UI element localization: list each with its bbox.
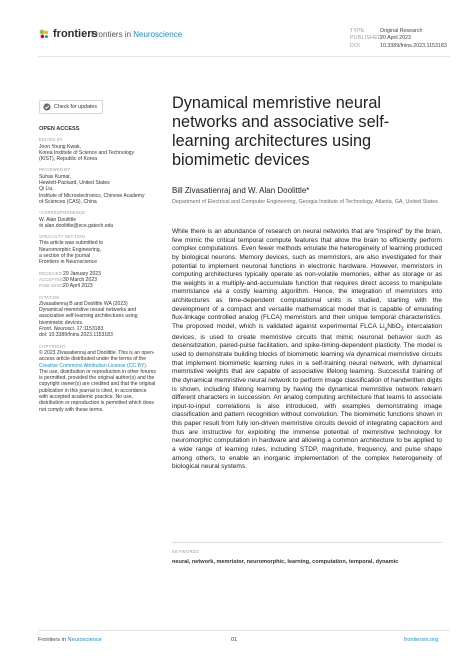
citation-journal: Front. Neurosci.: [39, 326, 76, 333]
check-updates-label: Check for updates: [54, 104, 97, 110]
abstract-part: intercalation devices, is used to create memristive circuits that mimic neuronal behavior such as desensitization, paired-pulse facilitation, and spike-timing-dependent plasticity. The model is used to demonstrate building blocks of biomimetic learning: [172, 322, 443, 359]
edited-by-label: EDITED BY: [39, 137, 63, 143]
abstract: [172, 228, 442, 472]
meta-published: [350, 35, 447, 42]
author-affiliation: Department of Electrical and Computer Engineering, Georgia Institute of Technology, Atlanta, GA, United States: [172, 199, 438, 205]
license-link[interactable]: Creative Commons Attribution License (CC BY).: [39, 362, 148, 369]
meta-key: DOI: [350, 42, 361, 49]
citation-volume: 17:1153183.: [75, 326, 105, 333]
open-access-label: OPEN ACCESS: [39, 126, 80, 132]
keywords-divider: [172, 542, 442, 543]
citation-line: Zivasatienraj B and Doolittle WA (2023): [39, 300, 128, 307]
reviewer-line: of Sciences (CAS), China: [39, 198, 97, 205]
reviewer-line: Institute of Microelectronics, Chinese Academy: [39, 192, 145, 199]
date-key: RECEIVED: [39, 270, 63, 276]
footer-journal[interactable]: [38, 637, 102, 643]
email-text: alan.doolittle@ece.gatech.edu: [44, 222, 114, 229]
date-value: 20 April 2023: [63, 283, 93, 290]
date-key: ACCEPTED: [39, 276, 64, 282]
copyright-text: [39, 350, 156, 413]
meta-value: 20 April 2023: [380, 35, 411, 42]
meta-key: PUBLISHED: [350, 35, 382, 42]
footer-divider: [38, 630, 450, 631]
citation-line: Dynamical memristive neural networks and: [39, 307, 137, 314]
specialty-line: Frontiers in Neuroscience: [39, 259, 98, 266]
correspondent-email[interactable]: ✉ alan.doolittle@ece.gatech.edu: [39, 222, 114, 229]
correspondence-label: *CORRESPONDENCE: [39, 210, 86, 216]
editor-line: (KIST), Republic of Korea: [39, 156, 98, 163]
copyright-part: The use, distribution or reproduction in other forums is permitted, provided the original author(s) and the copyright owner(s) are credited and that the original publication in this journal is cited, in accordance with accepted academic practice. No use, distribution or reproduction is permitted which does not comply with these terms.: [39, 368, 156, 413]
date-value: 30 March 2023: [63, 276, 97, 283]
article-title: Dynamical memristive neural networks and associative self-learning architectures using biomimetic devices: [172, 94, 390, 169]
keywords-list: neural, network, memristor, neuromorphic, learning, computation, temporal, dynamic: [172, 559, 399, 565]
specialty-line: This article was submitted to: [39, 240, 104, 247]
copyright-part: © 2023 Zivasatienraj and Doolittle. This is an open-access article distributed under the terms of the: [39, 349, 155, 363]
correspondent-name: W. Alan Doolittle: [39, 216, 77, 223]
check-updates-icon: [43, 103, 51, 111]
date-value: 29 January 2023: [63, 270, 101, 277]
abstract-part: NbO: [387, 322, 401, 330]
published-date: [39, 283, 156, 289]
check-updates-button[interactable]: [39, 100, 103, 114]
journal-title[interactable]: [91, 30, 182, 39]
specialty-line: Neuromorphic Engineering,: [39, 246, 102, 253]
specialty-line: a section of the journal: [39, 253, 91, 260]
abstract-part: While there is an abundance of research on neural networks that are “inspired” by the brain, few mimic the critical temporal compute features that allow the brain to efficiently perform complex computations. Even fewer methods emulate the heterogeneity of learning produced by biological neurons. Memory devices, such as memristors, are also investigated for their potential to implement neuronal functions in electronic hardware. However, memristors in computing architectures typically operate as non-volatile memories, either as storage or as the weights in a multiply-and-accumulate function that requires direct access to manipulate memristance: [172, 228, 442, 296]
meta-doi: [350, 43, 447, 50]
editor-line: Korea Institute of Science and Technology: [39, 149, 135, 156]
citation-doi[interactable]: doi: 10.3389/fnins.2023.1153183: [39, 332, 113, 339]
meta-value: Original Research: [380, 28, 423, 34]
copyright-label: COPYRIGHT: [39, 343, 66, 349]
reviewed-by-label: REVIEWED BY: [39, 167, 71, 173]
keywords-label: KEYWORDS: [172, 549, 200, 554]
header-divider: [38, 56, 450, 57]
reviewer-line: Suhas Kumar,: [39, 173, 71, 180]
abstract-subscript: x: [384, 326, 388, 333]
meta-key: TYPE: [350, 28, 365, 34]
frontiers-logo[interactable]: [38, 28, 98, 40]
reviewer-line: Hewlett-Packard, United States: [39, 180, 110, 187]
footer-journal-prefix: Frontiers in: [38, 637, 66, 643]
article-authors[interactable]: Bill Zivasatienraj and W. Alan Doolittle*: [172, 186, 310, 195]
article-meta: [350, 28, 447, 50]
citation-label: CITATION: [39, 294, 60, 300]
article-sidebar: [39, 126, 156, 413]
abstract-part: a costly learning algorithm. Hence, the integration of memristors into architectures as time-dependent computational units is studied, starting with the development of a compact and versatile mathematical model that is capable of emulating flux-linkage controlled analog (FLCA) memristors and their unique temporal characteristics. The proposed model, which is validated against experimental FLCA Li: [172, 288, 442, 330]
footer-site-link[interactable]: frontiersin.org: [404, 637, 439, 643]
abstract-part: dynamical memristive circuits that implement biomimetic learning rules in a self-training neural network, with dynamical memristive weights that are capable of associative lifelong learning. Successful training of the dynamical memristive neural network to perform image classification of handwritten digits is shown, including lifelong learning by having the dynamical memristive network relearn different characters in succession. An analog computing architecture that learns to associate input-to-input correlations is also introduced, with examples demonstrating image classification and pattern recognition without convolution. The biomimetic functions shown in this paper result from fully ion-driven memristive circuits devoid of integrating capacitors and thus are instructive for exploiting the immense potential of memristive technology for neuromorphic computation in hardware and allowing a common architecture to be applied to a wide range of learning rules, including STDP, magnitude, frequency, and pulse shape among others, to enable an inorganic implementation of the complex heterogeneity of biological neural systems.: [172, 351, 442, 471]
meta-type: [350, 28, 447, 35]
frontiers-logo-icon: [38, 28, 50, 40]
date-key: PUBLISHED: [39, 283, 65, 289]
abstract-italic: via: [345, 351, 355, 359]
footer-journal-name: Neuroscience: [67, 637, 102, 643]
reviewer-line: Qi Liu,: [39, 186, 54, 193]
editor-line: Joon Young Kwak,: [39, 143, 81, 150]
abstract-subscript: 2: [400, 326, 404, 333]
citation-line: biomimetic devices.: [39, 319, 84, 326]
page-number: 01: [231, 637, 238, 643]
journal-name: Neuroscience: [133, 30, 183, 39]
journal-prefix: Frontiers in: [91, 30, 132, 39]
brand-name: frontiers: [53, 28, 98, 40]
specialty-label: SPECIALTY SECTION: [39, 234, 85, 240]
abstract-italic: via: [213, 288, 222, 296]
citation-line: associative self-learning architectures using: [39, 313, 138, 320]
meta-doi-link[interactable]: 10.3389/fnins.2023.1153183: [380, 42, 447, 49]
